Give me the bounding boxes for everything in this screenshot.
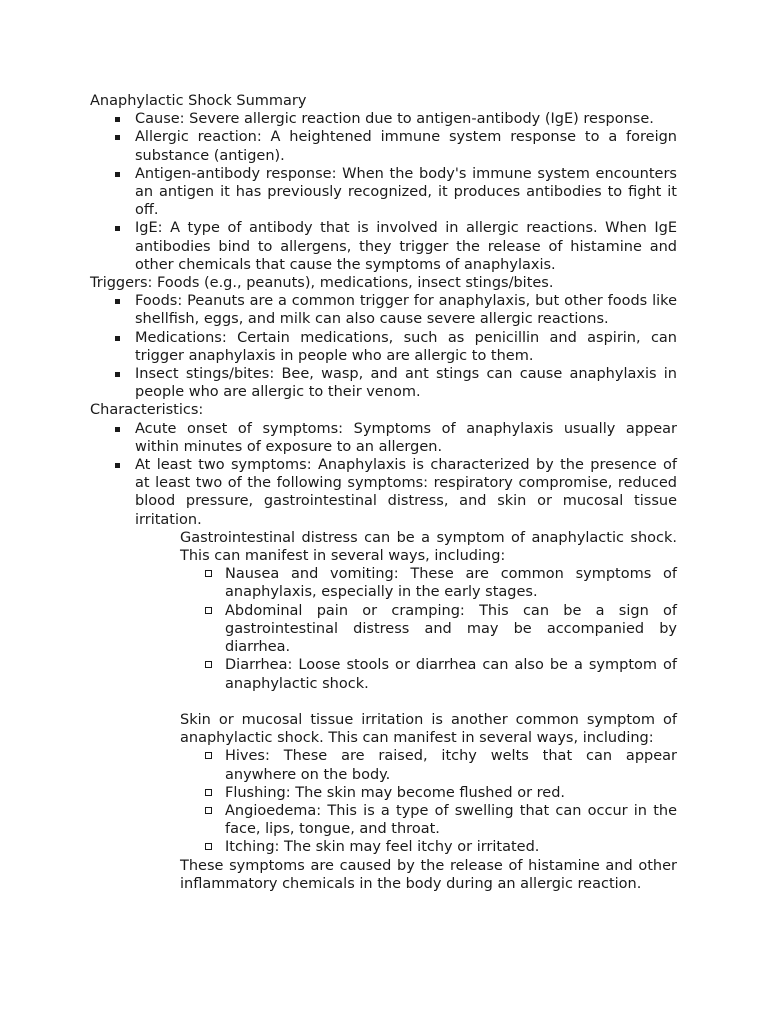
list-item: Antigen-antibody response: When the body's immune system encounters an antigen it has previously recognized, it produces antibodies to fight it off. (90, 165, 677, 220)
checkbox-list-item: Diarrhea: Loose stools or diarrhea can also be a symptom of anaphylactic shock. (180, 656, 677, 692)
checkbox-list-item: Hives: These are raised, itchy welts that can appear anywhere on the body. (180, 747, 677, 783)
checkbox-list-item: Flushing: The skin may become flushed or red. (180, 784, 677, 802)
list-item: Foods: Peanuts are a common trigger for anaphylaxis, but other foods like shellfish, eggs, and milk can also cause severe allergic reactions. (90, 292, 677, 328)
document-title: Anaphylactic Shock Summary (90, 93, 307, 109)
list-item: IgE: A type of antibody that is involved in allergic reactions. When IgE antibodies bind to allergens, they trigger the release of histamine and other chemicals that cause the symptoms of anaphylaxis. (90, 219, 677, 274)
list-item: Cause: Severe allergic reaction due to antigen-antibody (IgE) response. (90, 110, 677, 128)
document-page (90, 92, 677, 893)
checkbox-list-item: Angioedema: This is a type of swelling that can occur in the face, lips, tongue, and throat. (180, 802, 677, 838)
blank-line (180, 693, 677, 711)
list-item: Allergic reaction: A heightened immune system response to a foreign substance (antigen). (90, 128, 677, 164)
list-item: Insect stings/bites: Bee, wasp, and ant stings can cause anaphylaxis in people who are allergic to their venom. (90, 365, 677, 401)
list-item: Acute onset of symptoms: Symptoms of anaphylaxis usually appear within minutes of exposure to an allergen. (90, 420, 677, 456)
checkbox-list-item: Nausea and vomiting: These are common symptoms of anaphylaxis, especially in the early stages. (180, 565, 677, 601)
skin-intro: Skin or mucosal tissue irritation is another common symptom of anaphylactic shock. This can manifest in several ways, including: (180, 711, 677, 747)
cause-list (90, 110, 677, 274)
list-item: At least two symptoms: Anaphylaxis is characterized by the presence of at least two of the following symptoms: respiratory compromise, reduced blood pressure, gastrointestinal distress, and skin or mucosal tissue irritation. (90, 456, 677, 529)
trigger-list (90, 292, 677, 401)
gi-section (90, 529, 677, 893)
closing-paragraph: These symptoms are caused by the release of histamine and other inflammatory chemicals in the body during an allergic reaction. (180, 857, 677, 892)
list-item: Medications: Certain medications, such as penicillin and aspirin, can trigger anaphylaxis in people who are allergic to them. (90, 329, 677, 365)
triggers-heading: Triggers: Foods (e.g., peanuts), medications, insect stings/bites. (90, 275, 554, 292)
gi-list (180, 565, 677, 692)
characteristics-heading: Characteristics: (90, 402, 204, 419)
checkbox-list-item: Abdominal pain or cramping: This can be a sign of gastrointestinal distress and may be accompanied by diarrhea. (180, 602, 677, 657)
characteristics-list (90, 420, 677, 529)
skin-list (180, 747, 677, 856)
gi-intro: Gastrointestinal distress can be a symptom of anaphylactic shock. This can manifest in several ways, including: (180, 529, 677, 565)
checkbox-list-item: Itching: The skin may feel itchy or irritated. (180, 838, 677, 856)
